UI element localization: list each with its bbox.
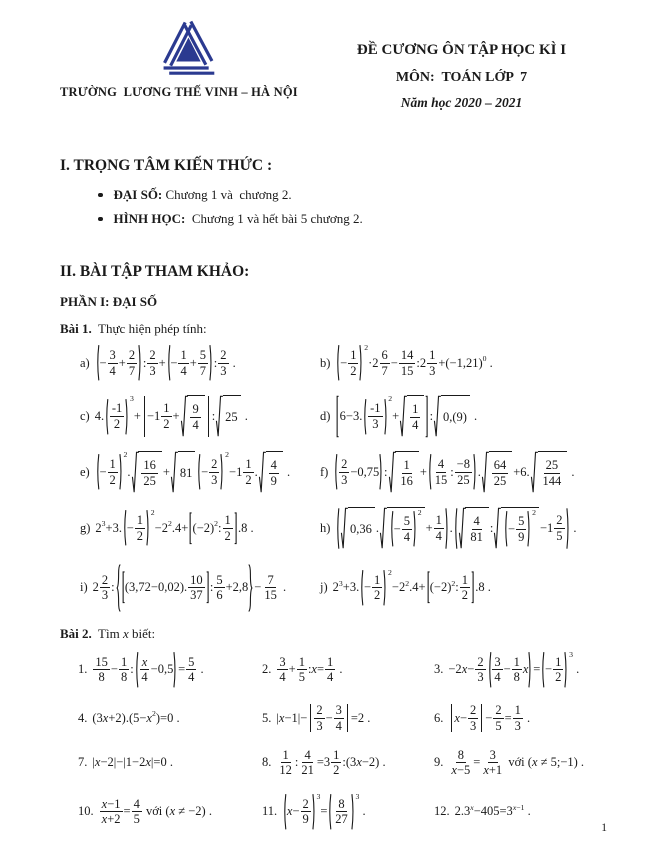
exercise-item-5 — [262, 703, 370, 733]
math-expression: 2 3 +3. − $\frac{1}{2}$ 2 −2 2 .4+ (−2) 2 : 1 2 .8 . — [95, 509, 253, 547]
item-label: 8. — [262, 755, 272, 770]
triangle-logo-icon — [152, 14, 224, 76]
exercise-item-j — [320, 569, 491, 607]
exercise-item-12 — [434, 804, 531, 819]
header — [60, 14, 595, 111]
math-expression: −2x− $\frac{2}{3}$ 3 4 − $\frac{1}{8}$ x = − $\frac{1}{2}$ 3 . — [448, 651, 579, 689]
math-expression: $\frac{x-1}{x+2}$ = $\frac{4}{5}$ với (x ≠ −2) . — [101, 796, 212, 826]
item-label: 3. — [434, 661, 444, 676]
math-expression: 15 8 − $\frac{1}{8}$ : x 4 −0,5 = $\frac{5}{4}$ . — [92, 651, 203, 689]
section-1-bullets — [60, 185, 595, 229]
section-2-heading: II. BÀI TẬP THAM KHẢO: — [60, 263, 250, 281]
math-expression: − $\frac{1}{2}$ 2 ·2 6 7 − $\frac{14}{15}$ :2 1 3 +(−1,21) 0 . — [335, 344, 492, 382]
item-label: 10. — [78, 803, 94, 818]
bullet-dai-so — [98, 185, 595, 205]
exercise-item-f — [320, 451, 575, 494]
item-label: 5. — [262, 710, 272, 725]
item-label: 1. — [78, 661, 88, 676]
exercise-item-9 — [434, 748, 584, 778]
exercise-item-g — [80, 509, 254, 547]
school-year: Năm học 2020 – 2021 — [400, 95, 523, 110]
item-label: b) — [320, 355, 331, 370]
bullet-text: Chương 1 và chương 2. — [162, 187, 292, 202]
item-label: i) — [80, 580, 88, 595]
item-label: h) — [320, 520, 331, 535]
exercise-item-11 — [262, 793, 366, 831]
exercise-item-8 — [262, 748, 386, 778]
item-label: 4. — [78, 710, 88, 725]
exercise-item-1 — [78, 651, 204, 689]
exercise-item-a — [80, 344, 236, 382]
math-expression: − $\frac{1}{2}$ 2 . 16 25 + 81 − $\frac{2}{3}$ 2 −1 1 2 . 4 9 . — [95, 451, 290, 494]
bullet-label: HÌNH HỌC: — [113, 211, 186, 227]
item-label: 9. — [434, 755, 444, 770]
bai-1-label: Bài 1. — [60, 321, 92, 337]
bullet-dot-icon — [98, 217, 103, 222]
header-left — [60, 14, 328, 111]
bai-1-intro: Thực hiện phép tính: — [91, 321, 207, 337]
bullet-hinh-hoc — [98, 209, 595, 229]
item-label: 6. — [434, 710, 444, 725]
item-label: c) — [80, 408, 90, 423]
exercise-item-d — [320, 395, 477, 438]
math-expression: (3x+2).(5−x 2 )=0 . — [92, 709, 180, 725]
bai1-row-ij — [80, 563, 595, 613]
math-expression: 2.3 x −405=3 x−1 . — [454, 802, 531, 818]
document-subject: MÔN: TOÁN LỚP 7 — [395, 70, 528, 85]
exercise-item-7 — [78, 755, 173, 770]
exercise-item-c — [80, 395, 248, 438]
bai1-row-gh — [80, 507, 595, 550]
bai2-row-123 — [78, 651, 595, 689]
exercise-item-10 — [78, 797, 212, 827]
math-expression: 2 3 +3. − $\frac{1}{2}$ 2 −2 2 .4+ (−2) 2 : 1 2 .8 . — [333, 569, 491, 607]
bai-1-title — [60, 321, 595, 337]
exercise-item-b — [320, 344, 493, 382]
math-expression: 1 12 : $\frac{4}{21}$ =3 1 2 :(3x−2) . — [279, 747, 386, 778]
bai1-row-cd — [80, 395, 595, 438]
bai-2-label: Bài 2. — [60, 625, 92, 641]
item-label: a) — [80, 355, 90, 370]
bai1-row-ef — [80, 451, 595, 494]
bullet-dot-icon — [98, 193, 103, 198]
math-expression: 2 2 3 : (3,72−0,02). 10 37 : 5 6 +2,8 − $\frac{7}{15}$ . — [93, 563, 286, 613]
item-label: 11. — [262, 803, 278, 818]
exercise-item-h — [320, 507, 577, 550]
school-name: TRƯỜNG LƯƠNG THẾ VINH – HÀ NỘI — [60, 85, 298, 99]
exercise-item-2 — [262, 655, 343, 685]
math-expression: 6−3. -1 3 2 + 1 4 : 0,(9) . — [335, 395, 477, 438]
item-label: j) — [320, 580, 328, 595]
part-1-heading: PHẦN I: ĐẠI SỐ — [60, 294, 158, 310]
bai-2-title — [60, 626, 595, 642]
section-1-heading: I. TRỌNG TÂM KIẾN THỨC : — [60, 157, 273, 174]
exercise-item-3 — [434, 651, 579, 689]
header-right — [328, 14, 595, 111]
bullet-text: Chương 1 và hết bài 5 chương 2. — [185, 211, 363, 227]
page-number: 1 — [601, 822, 607, 834]
bai2-row-101112 — [78, 793, 595, 831]
item-label: 2. — [262, 661, 272, 676]
item-label: g) — [80, 520, 91, 535]
document-title: ĐỀ CƯƠNG ÔN TẬP HỌC KÌ I — [356, 42, 567, 58]
exercise-item-i — [80, 563, 286, 613]
math-expression: 0,36 . − $\frac{5}{4}$ 2 + $\frac{1}{4}$ . 4 81 : − $\frac{5}{9}$ 2 −1 2 5 . — [335, 507, 576, 550]
math-expression: 4. -1 2 3 + −1 1 2 + 9 4 : 25 . — [95, 395, 248, 438]
math-expression: − $\frac{3}{4}$ + $\frac{2}{7}$ : 2 3 + − $\frac{1}{4}$ + $\frac{5}{7}$ : 2 3 . — [95, 344, 236, 382]
math-expression: |x−2|−|1−2x|=0 . — [92, 755, 173, 770]
math-expression: |x−1|− 2 3 − $\frac{3}{4}$ =2 . — [276, 703, 371, 733]
math-expression: $\frac{8}{x-5}$ = $\frac{3}{x+1}$ với (x ≠ 5;−1) . — [451, 747, 585, 778]
math-expression: 3 4 + $\frac{1}{5}$ :x= $\frac{1}{4}$ . — [279, 654, 343, 684]
math-expression: 2 3 −0,75 : 1 16 + 4 15 : −8 25 . 64 25 +6. 25 144 . — [333, 451, 574, 494]
bai2-row-789 — [78, 748, 595, 778]
bai2-row-456 — [78, 703, 595, 733]
item-label: f) — [320, 464, 329, 479]
exercise-item-4 — [78, 711, 180, 726]
bullet-label: ĐẠI SỐ: — [113, 187, 163, 202]
item-label: d) — [320, 408, 331, 423]
exercise-item-6 — [434, 703, 530, 733]
item-label: e) — [80, 464, 90, 479]
school-logo — [152, 14, 224, 81]
item-label: 12. — [434, 803, 450, 818]
item-label: 7. — [78, 755, 88, 770]
bai-2-intro: Tìm x biết: — [91, 625, 156, 641]
bai1-row-ab — [80, 344, 595, 382]
exercise-item-e — [80, 451, 290, 494]
math-expression: x− $\frac{2}{9}$ 3 = 8 27 3 . — [282, 793, 365, 831]
math-expression: x− $\frac{2}{3}$ − $\frac{2}{5}$ = $\frac{1}{3}$ . — [448, 703, 530, 733]
